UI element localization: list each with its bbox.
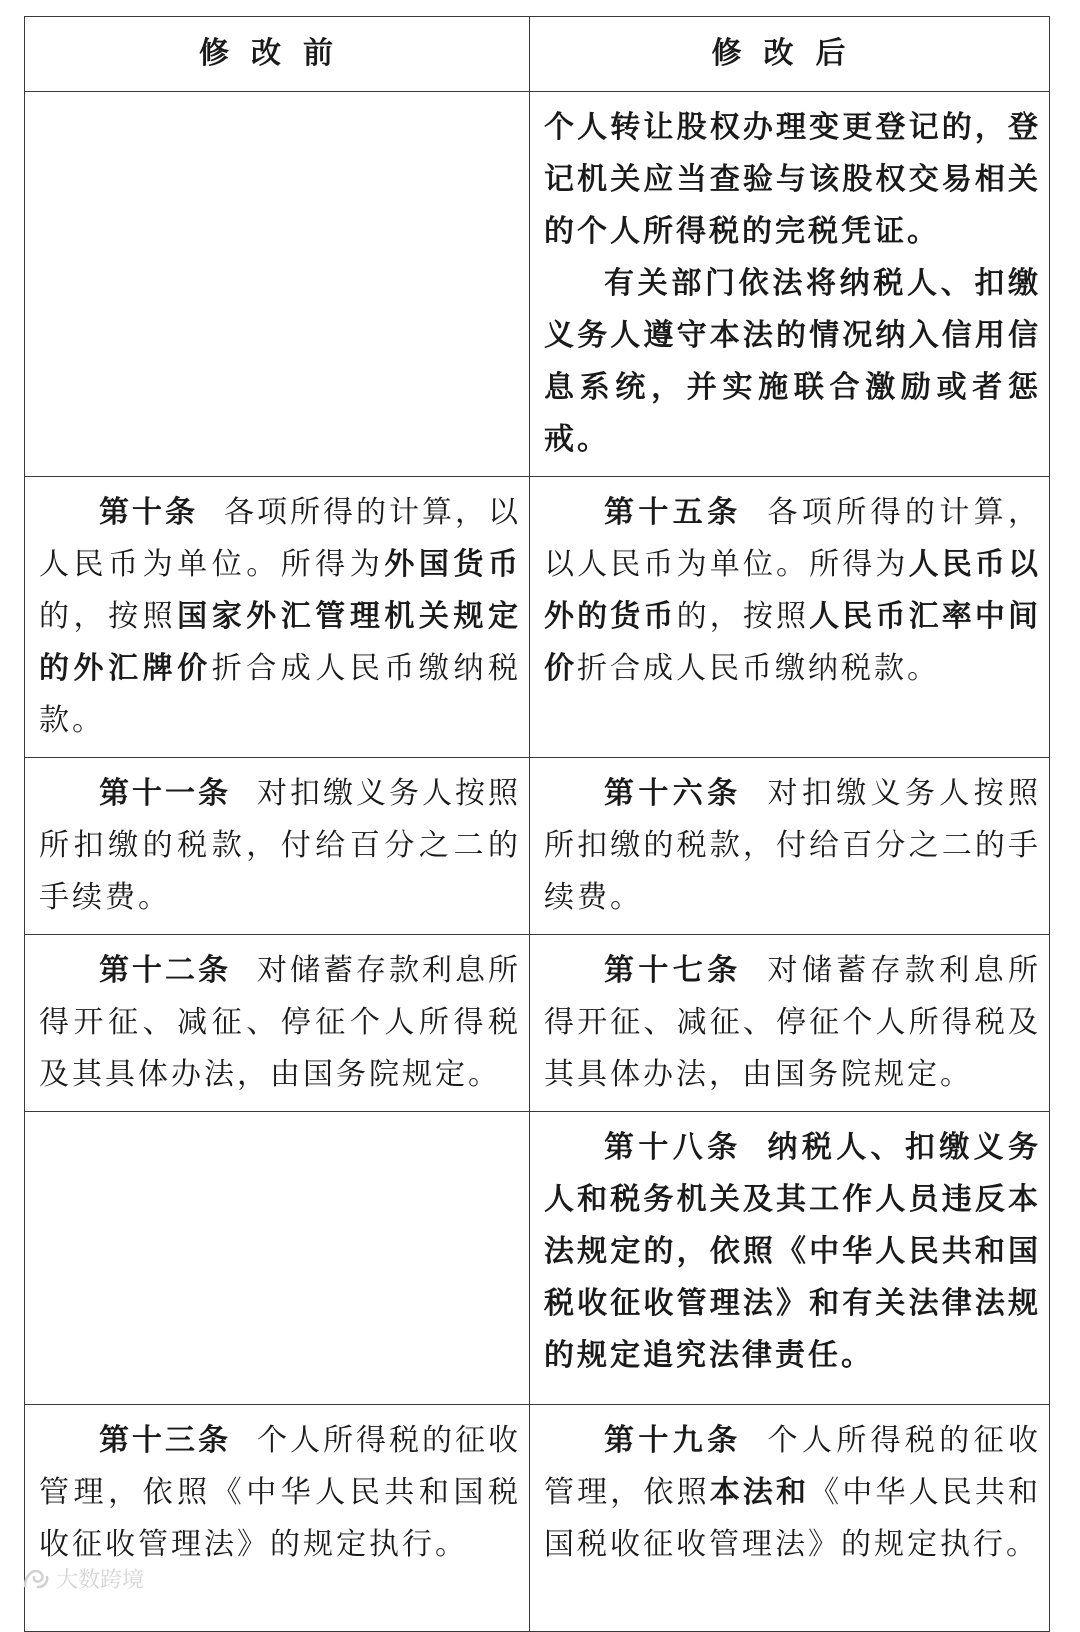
header-before: 修改前: [25, 17, 530, 92]
table-row: [25, 92, 1050, 477]
article-number: 第十条: [99, 495, 198, 530]
cell-after: [530, 758, 1050, 935]
article-number: 第十七条: [604, 953, 742, 988]
table-row: [25, 935, 1050, 1112]
article-paragraph: [544, 945, 1041, 1101]
article-paragraph: [544, 487, 1041, 695]
text-segment: 对扣缴义务人按照所扣缴的税款，付给百分之二的手续费。: [39, 776, 521, 915]
text-segment-bold: 外国货币: [384, 547, 522, 582]
cell-after: [530, 92, 1050, 477]
comparison-table: [24, 16, 1050, 1632]
article-number: 第十八条: [604, 1130, 742, 1165]
table-header-row: [25, 17, 1050, 92]
article-paragraph: [544, 1122, 1041, 1382]
article-number: 第十一条: [99, 776, 231, 811]
table-row: [25, 758, 1050, 935]
text-segment-bold: 国家外汇管理机关规定的外汇牌价: [39, 599, 522, 686]
watermark-text: 大数跨境: [56, 1568, 145, 1593]
cell-before: [25, 758, 530, 935]
article-number: 第十二条: [99, 953, 231, 988]
text-segment: 对储蓄存款利息所得开征、减征、停征个人所得税及其具体办法，由国务院规定。: [544, 953, 1042, 1092]
article-number: 第十三条: [99, 1423, 231, 1458]
text-segment: 对储蓄存款利息所得开征、减征、停征个人所得税及其具体办法，由国务院规定。: [39, 953, 521, 1092]
header-after: 修改后: [530, 17, 1050, 92]
text-segment-bold: 纳税人、扣缴义务人和税务机关及其工作人员违反本法规定的，依照《中华人民共和国税收征收管理法》和有关法律法规的规定追究法律责任。: [544, 1130, 1042, 1373]
table-row: [25, 1112, 1050, 1405]
text-segment: 个人所得税的征收管理，依照: [544, 1423, 1042, 1510]
text-segment: 的，按照: [676, 599, 810, 634]
text-segment: 的，按照: [39, 599, 178, 634]
text-segment-bold: 本法和: [709, 1475, 810, 1510]
paragraph: 有关部门依法将纳税人、扣缴义务人遵守本法的情况纳入信用信息系统，并实施联合激励或者惩戒。: [544, 266, 1041, 457]
text-segment: 折合成人民币缴纳税款。: [39, 651, 522, 738]
cell-before-empty: [25, 1112, 530, 1405]
brand-logo-icon: [22, 1568, 50, 1590]
cell-after: [530, 1112, 1050, 1405]
text-segment: 对扣缴义务人按照所扣缴的税款，付给百分之二的手续费。: [544, 776, 1042, 915]
cell-before-empty: [25, 92, 530, 477]
text-segment: 各项所得的计算，以人民币为单位。所得为: [544, 495, 1042, 582]
article-number: 第十六条: [604, 776, 742, 811]
article-paragraph: [39, 487, 521, 747]
cell-after: [530, 935, 1050, 1112]
text-segment: 个人所得税的征收管理，依照《中华人民共和国税收征收管理法》的规定执行。: [39, 1423, 521, 1562]
article-paragraph: [544, 1415, 1041, 1571]
article-paragraph: [39, 1415, 521, 1571]
text-segment-bold: 人民币以外的货币: [544, 547, 1042, 634]
table-row: [25, 477, 1050, 758]
paragraph: 个人转让股权办理变更登记的，登记机关应当查验与该股权交易相关的个人所得税的完税凭证。: [544, 110, 1041, 249]
cell-before: [25, 1405, 530, 1632]
article-paragraph: [39, 768, 521, 924]
comparison-sheet: [24, 16, 1049, 1632]
article-paragraph: [39, 945, 521, 1101]
table-row: [25, 1405, 1050, 1632]
cell-before: [25, 477, 530, 758]
article-paragraph: [544, 768, 1041, 924]
article-number: 第十九条: [604, 1423, 742, 1458]
cell-after: [530, 477, 1050, 758]
cell-after: [530, 1405, 1050, 1632]
article-number: 第十五条: [604, 495, 742, 530]
watermark: [22, 1563, 144, 1594]
cell-before: [25, 935, 530, 1112]
text-segment: 各项所得的计算，以人民币为单位。所得为: [39, 495, 521, 582]
text-segment: 《中华人民共和国税收征收管理法》的规定执行。: [544, 1475, 1042, 1562]
text-segment: 折合成人民币缴纳税款。: [577, 651, 940, 686]
text-segment-bold: 人民币汇率中间价: [544, 599, 1042, 686]
